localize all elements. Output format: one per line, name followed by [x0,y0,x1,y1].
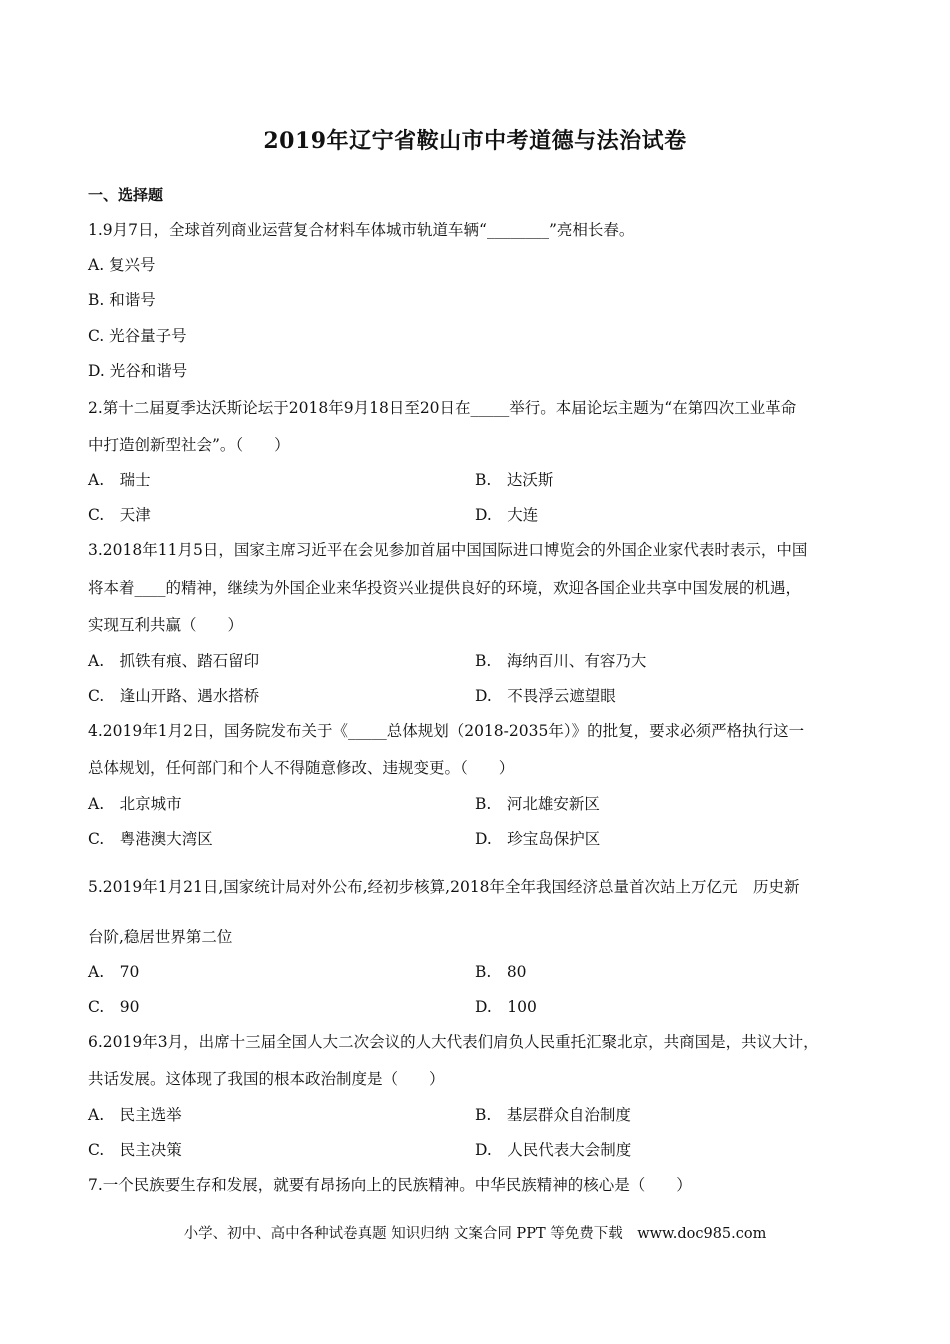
question-4-option-c: C. 粤港澳大湾区 [88,830,213,848]
question-6-line-1: 6.2019年3月，出席十三届全国人大二次会议的人大代表们肩负人民重托汇聚北京，共商国是，共议大计， [88,1033,819,1051]
question-3-line-1: 3.2018年11月5日，国家主席习近平在会见参加首届中国国际进口博览会的外国企业家代表时表示，中国 [88,541,808,559]
question-4-option-b: B. 河北雄安新区 [475,795,600,813]
question-1-option-d: D. 光谷和谐号 [88,362,188,380]
question-1-option-b: B. 和谐号 [88,291,156,309]
question-6-option-b: B. 基层群众自治制度 [475,1106,631,1124]
question-4-option-d: D. 珍宝岛保护区 [475,830,601,848]
question-3-option-d: D. 不畏浮云遮望眼 [475,687,616,705]
question-4-option-a: A. 北京城市 [88,795,182,813]
question-1-option-a: A. 复兴号 [88,256,156,274]
section-heading: 一、选择题 [88,186,164,204]
question-2-option-a: A. 瑞士 [88,471,151,489]
page-title: 2019年辽宁省鞍山市中考道德与法治试卷 [263,128,687,154]
question-2-line-2: 中打造创新型社会”。（ ） [88,436,290,454]
question-5-option-d: D. 100 [475,998,537,1016]
question-2-option-b: B. 达沃斯 [475,471,554,489]
question-1-line-1: 1.9月7日，全球首列商业运营复合材料车体城市轨道车辆“________”亮相长春。 [88,221,635,239]
page-footer: 小学、初中、高中各种试卷真题 知识归纳 文案合同 PPT 等免费下载 www.doc985.com [183,1226,767,1242]
question-3-option-a: A. 抓铁有痕、踏石留印 [88,652,260,670]
question-3-line-2: 将本着____的精神，继续为外国企业来华投资兴业提供良好的环境，欢迎各国企业共享中国发展的机遇， [88,579,802,597]
question-6-option-c: C. 民主决策 [88,1141,182,1159]
question-2-option-d: D. 大连 [475,506,539,524]
question-3-option-c: C. 逢山开路、遇水搭桥 [88,687,260,705]
question-7-line-1: 7.一个民族要生存和发展，就要有昂扬向上的民族精神。中华民族精神的核心是（ ） [88,1176,692,1194]
question-5-line-1: 5.2019年1月21日,国家统计局对外公布,经初步核算,2018年全年我国经济总量首次站上万亿元 历史新 [88,878,800,896]
question-4-line-2: 总体规划，任何部门和个人不得随意修改、违规变更。（ ） [88,759,515,777]
question-6-option-a: A. 民主选举 [88,1106,182,1124]
question-3-option-b: B. 海纳百川、有容乃大 [475,652,647,670]
question-1-option-c: C. 光谷量子号 [88,327,187,345]
question-6-option-d: D. 人民代表大会制度 [475,1141,632,1159]
question-2-option-c: C. 天津 [88,506,151,524]
question-5-option-a: A. 70 [88,963,140,981]
question-5-option-b: B. 80 [475,963,527,981]
question-6-line-2: 共话发展。这体现了我国的根本政治制度是（ ） [88,1070,445,1088]
question-2-line-1: 2.第十二届夏季达沃斯论坛于2018年9月18日至20日在_____举行。本届论坛主题为“在第四次工业革命 [88,399,797,417]
question-3-line-3: 实现互利共赢（ ） [88,616,244,634]
question-5-option-c: C. 90 [88,998,140,1016]
question-4-line-1: 4.2019年1月2日，国务院发布关于《_____总体规划（2018-2035年）》的批复，要求必须严格执行这一 [88,722,805,740]
question-5-line-2: 台阶,稳居世界第二位 [88,928,233,946]
